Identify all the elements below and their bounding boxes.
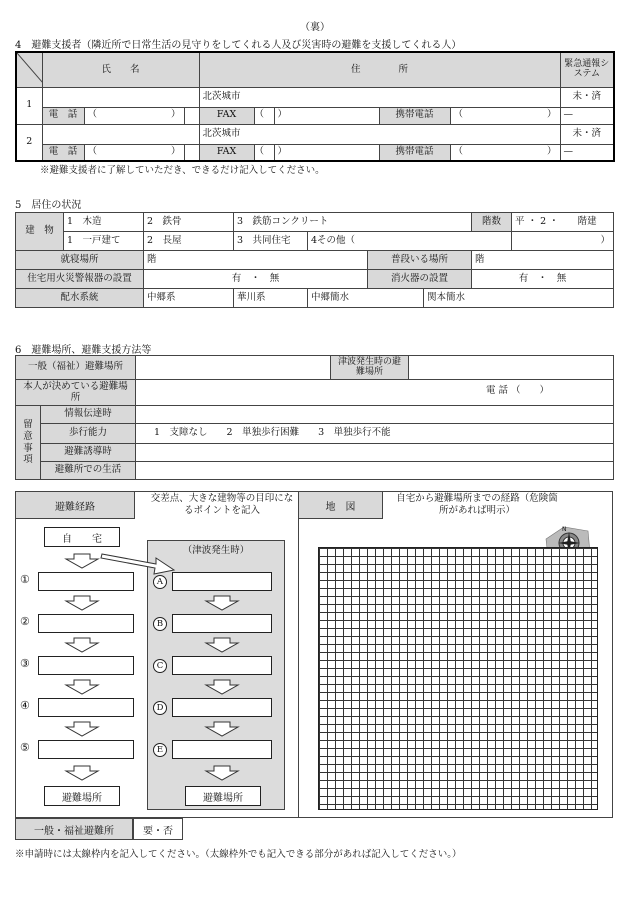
address-field[interactable]: 北茨城市	[199, 124, 560, 144]
tsunami-letter: B	[153, 617, 167, 631]
tel-label: 電 話	[42, 144, 84, 161]
map-hint: 自宅から避難場所までの経路（危険箇所があれば明示）	[396, 493, 558, 516]
tel-number-field[interactable]	[184, 144, 199, 161]
paren-close: ）	[170, 109, 181, 121]
system-status[interactable]: 未・済	[560, 124, 614, 144]
water-option[interactable]: 中郷系	[144, 289, 234, 308]
tel-field[interactable]	[84, 107, 184, 124]
route-number: ④	[20, 699, 30, 712]
type-option[interactable]: 3 共同住宅	[234, 232, 308, 251]
diagonal-line	[17, 53, 42, 83]
tsunami-point-field[interactable]	[172, 614, 272, 633]
footer-note: ※申請時には太線枠内を記入してください。（太線枠外でも記入できる部分があれば記入してください。）	[15, 849, 462, 860]
tsunami-letter: E	[153, 743, 167, 757]
fax-label: FAX	[199, 144, 254, 161]
tsunami-point-field[interactable]	[172, 572, 272, 591]
mobile-label: 携帯電話	[379, 107, 450, 124]
paren-open: （	[254, 109, 265, 121]
route-point-field[interactable]	[38, 740, 134, 759]
route-point-field[interactable]	[38, 572, 134, 591]
tsunami-letter: A	[153, 575, 167, 589]
usual-value[interactable]: 階	[472, 251, 614, 270]
route-map-divider	[298, 491, 299, 818]
route-label: 避難経路	[15, 491, 135, 519]
extinguisher-value[interactable]: 有 ・ 無	[472, 270, 614, 289]
water-label: 配水系統	[16, 289, 144, 308]
route-point-field[interactable]	[38, 614, 134, 633]
paren-close: ）	[170, 146, 181, 158]
sleep-label: 就寝場所	[16, 251, 144, 270]
route-number: ①	[20, 573, 30, 586]
section5-title: 5 居住の状況	[15, 200, 82, 211]
extinguisher-label: 消火器の設置	[368, 270, 472, 289]
corner-cell	[16, 52, 42, 87]
row-number: 2	[16, 124, 42, 161]
tsunami-letter: C	[153, 659, 167, 673]
type-option[interactable]: 2 長屋	[144, 232, 234, 251]
guide-field[interactable]	[136, 444, 614, 462]
paren-close: ）	[277, 109, 288, 121]
structure-option[interactable]: 3 鉄筋コンクリート	[234, 213, 472, 232]
tel-field[interactable]	[84, 144, 184, 161]
mobile-field[interactable]	[450, 144, 560, 161]
support-person-table	[15, 51, 615, 162]
sleep-value[interactable]: 階	[144, 251, 368, 270]
col-system-header: 緊急通報システム	[560, 52, 614, 87]
section6-title: 6 避難場所、避難支援方法等	[15, 345, 152, 356]
notes-label: 留意事項	[16, 406, 41, 480]
route-number: ②	[20, 615, 30, 628]
type-close: ）	[512, 232, 614, 251]
tel-number-field[interactable]	[184, 107, 199, 124]
general-shelter-label: 一般（福祉）避難場所	[16, 356, 136, 380]
tsunami-point-field[interactable]	[172, 698, 272, 717]
type-option[interactable]: 1 一戸建て	[64, 232, 144, 251]
paren-open: （	[87, 146, 98, 158]
fax-label: FAX	[199, 107, 254, 124]
name-field[interactable]	[42, 87, 199, 107]
fax-area-field[interactable]	[254, 144, 274, 161]
tsunami-panel-title: （津波発生時）	[182, 545, 250, 556]
self-shelter-label: 本人が決めている避難場所	[16, 380, 136, 406]
usual-label: 普段いる場所	[368, 251, 472, 270]
water-option[interactable]: 華川系	[234, 289, 308, 308]
system-dash: —	[560, 107, 614, 124]
paren-close: ）	[547, 109, 557, 121]
info-label: 情報伝達時	[41, 406, 136, 424]
alarm-value[interactable]: 有 ・ 無	[144, 270, 368, 289]
walk-options[interactable]: 1 支障なし 2 単独歩行困難 3 単独歩行不能	[136, 424, 614, 444]
general-shelter-field[interactable]	[136, 356, 331, 380]
shelter-end-left: 避難場所	[44, 786, 120, 806]
life-field[interactable]	[136, 462, 614, 480]
tel-label: 電 話	[42, 107, 84, 124]
system-dash: —	[560, 144, 614, 161]
alarm-label: 住宅用火災警報器の設置	[16, 270, 144, 289]
water-option[interactable]: 関本簡水	[424, 289, 614, 308]
self-shelter-tel: 電 話 （ ）	[486, 385, 550, 396]
structure-option[interactable]: 1 木造	[64, 213, 144, 232]
map-grid[interactable]	[318, 547, 598, 810]
water-option[interactable]: 中郷簡水	[308, 289, 424, 308]
bottom-label: 一般・福祉避難所	[15, 818, 133, 840]
route-point-field[interactable]	[38, 698, 134, 717]
tsunami-point-field[interactable]	[172, 740, 272, 759]
row-number: 1	[16, 87, 42, 124]
compass-letter: N	[562, 526, 567, 533]
fax-field[interactable]	[274, 144, 379, 161]
home-box: 自 宅	[44, 527, 120, 547]
walk-label: 歩行能力	[41, 424, 136, 444]
type-option[interactable]: 4その他（	[308, 232, 512, 251]
route-point-field[interactable]	[38, 656, 134, 675]
name-field[interactable]	[42, 124, 199, 144]
life-label: 避難所での生活	[41, 462, 136, 480]
floors-value[interactable]: 平 ・ 2 ・ 階建	[512, 213, 614, 232]
route-number: ⑤	[20, 741, 30, 754]
structure-option[interactable]: 2 鉄骨	[144, 213, 234, 232]
shelter-table	[15, 355, 614, 480]
tsunami-letter: D	[153, 701, 167, 715]
paren-open: （	[453, 109, 464, 121]
fax-field[interactable]	[274, 107, 379, 124]
building-label: 建 物	[16, 213, 64, 251]
paren-close: ）	[547, 146, 557, 158]
section4-title: 4 避難支援者（隣近所で日常生活の見守りをしてくれる人及び災害時の避難を支援してくれる人）	[15, 40, 462, 51]
paren-close: ）	[277, 146, 288, 158]
route-number: ③	[20, 657, 30, 670]
system-status[interactable]: 未・済	[560, 87, 614, 107]
residence-table	[15, 212, 614, 308]
self-shelter-field[interactable]	[136, 380, 614, 406]
tsunami-shelter-label: 津波発生時の避難場所	[331, 356, 409, 380]
guide-label: 避難誘導時	[41, 444, 136, 462]
shelter-end-right: 避難場所	[185, 786, 261, 806]
tsunami-shelter-field[interactable]	[409, 356, 614, 380]
bottom-value[interactable]: 要・否	[133, 818, 183, 840]
col-name-header: 氏 名	[42, 52, 199, 87]
mobile-label: 携帯電話	[379, 144, 450, 161]
section4-note: ※避難支援者に了解していただき、できるだけ記入してください。	[40, 165, 325, 176]
floors-label: 階数	[472, 213, 512, 232]
address-field[interactable]: 北茨城市	[199, 87, 560, 107]
col-address-header: 住 所	[199, 52, 560, 87]
route-hint: 交差点、大きな建物等の目印になるポイントを記入	[150, 493, 294, 516]
tsunami-point-field[interactable]	[172, 656, 272, 675]
mobile-field[interactable]	[450, 107, 560, 124]
paren-open: （	[87, 109, 98, 121]
map-label: 地 図	[298, 491, 383, 519]
paren-open: （	[453, 146, 464, 158]
page-side-label: （裏）	[300, 22, 330, 33]
paren-open: （	[254, 146, 265, 158]
fax-area-field[interactable]	[254, 107, 274, 124]
info-field[interactable]	[136, 406, 614, 424]
